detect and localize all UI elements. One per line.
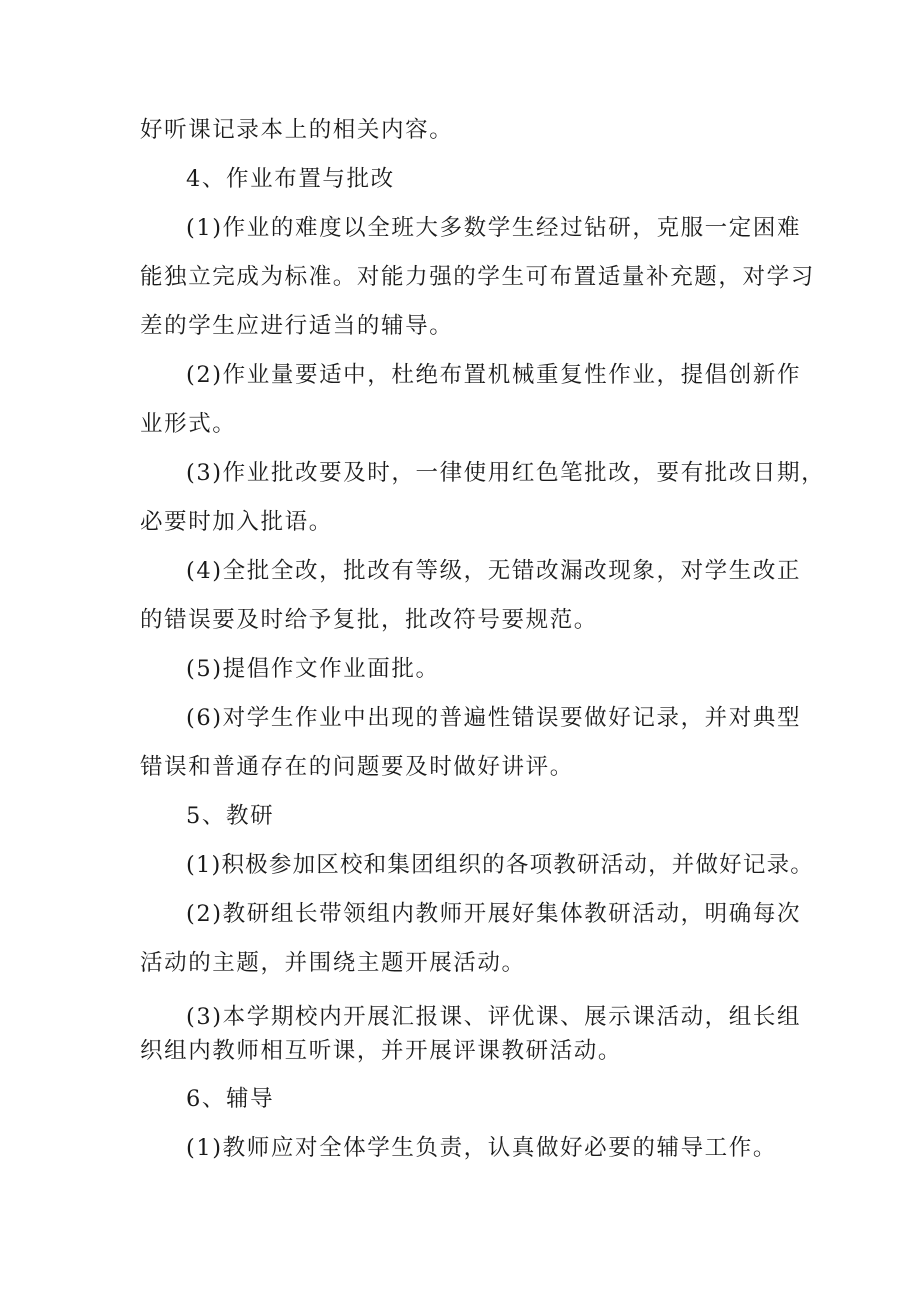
paragraph-line: 必要时加入批语。 <box>140 509 333 535</box>
paragraph-line: 差的学生应进行适当的辅导。 <box>140 313 454 339</box>
paragraph-line: (3)本学期校内开展汇报课、评优课、展示课活动，组长组 <box>186 1004 802 1030</box>
paragraph-line: 业形式。 <box>140 411 237 437</box>
paragraph-line: (2)教研组长带领组内教师开展好集体教研活动，明确每次 <box>186 901 802 927</box>
section-heading: 5、教研 <box>186 803 275 829</box>
paragraph-line: (4)全批全改，批改有等级，无错改漏改现象，对学生改正 <box>186 558 802 584</box>
section-heading: 6、辅导 <box>186 1086 275 1112</box>
paragraph-line: (1)积极参加区校和集团组织的各项教研活动，并做好记录。 <box>186 852 814 878</box>
section-heading: 4、作业布置与批改 <box>186 166 395 192</box>
paragraph-line: 织组内教师相互听课，并开展评课教研活动。 <box>140 1038 623 1064</box>
paragraph-line: (1)作业的难度以全班大多数学生经过钻研，克服一定困难 <box>186 215 802 241</box>
paragraph-line: (3)作业批改要及时，一律使用红色笔批改，要有批改日期， <box>186 460 826 486</box>
paragraph-line: 活动的主题，并围绕主题开展活动。 <box>140 950 526 976</box>
paragraph-line: 错误和普通存在的问题要及时做好讲评。 <box>140 754 574 780</box>
paragraph-line: 好听课记录本上的相关内容。 <box>140 117 454 143</box>
paragraph-line: (1)教师应对全体学生负责，认真做好必要的辅导工作。 <box>186 1135 777 1161</box>
paragraph-line: (5)提倡作文作业面批。 <box>186 656 440 682</box>
paragraph-line: (6)对学生作业中出现的普遍性错误要做好记录，并对典型 <box>186 705 802 731</box>
paragraph-line: 能独立完成为标准。对能力强的学生可布置适量补充题，对学习 <box>140 264 815 290</box>
paragraph-line: 的错误要及时给予复批，批改符号要规范。 <box>140 607 598 633</box>
paragraph-line: (2)作业量要适中，杜绝布置机械重复性作业，提倡创新作 <box>186 362 802 388</box>
